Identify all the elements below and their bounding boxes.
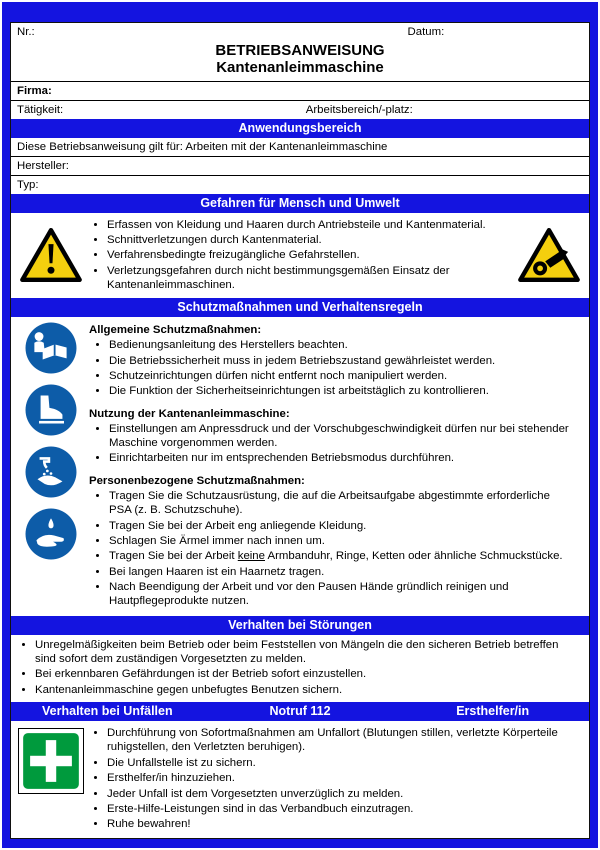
bullet-item: • Kantenanleimmaschine gegen unbefugtes Benutzen sichern.	[35, 683, 581, 697]
gefahren-left-icon-col	[15, 225, 87, 286]
bullet-item: • Bei langen Haaren ist ein Haarnetz tragen.	[109, 565, 571, 579]
warning-triangle-icon	[19, 227, 83, 286]
bullet-item: • Ersthelfer/in hinzuziehen.	[107, 771, 579, 785]
unfaelle-header-left: Verhalten bei Unfällen	[42, 704, 173, 719]
schutz-group-list	[89, 338, 577, 398]
safety-shoes-icon	[25, 384, 77, 439]
bullet-item: • Durchführung von Sofortmaßnahmen am Unfallort (Blutungen stillen, verletzte Körperteile ruhigstellen, den Verletzten beruhigen).	[107, 726, 579, 755]
firma-label: Firma:	[17, 84, 52, 97]
gefahren-section	[11, 213, 589, 299]
roller-entanglement-warning-icon	[517, 227, 581, 286]
footer-watermark: blog	[32, 806, 52, 818]
bullet-item: • Bedienungsanleitung des Herstellers beachten.	[109, 338, 571, 352]
gefahren-right-icon-col	[513, 225, 585, 286]
document-header	[11, 23, 589, 82]
unfaelle-icon-col	[15, 724, 87, 794]
schutz-group-allgemein	[89, 324, 577, 398]
hand-care-icon	[25, 508, 77, 563]
unfaelle-section	[11, 721, 589, 838]
schutz-text-col	[87, 320, 585, 612]
bullet-item: • Jeder Unfall ist dem Vorgesetzten unverzüglich zu melden.	[107, 787, 579, 801]
bullet-item: • Bei erkennbaren Gefährdungen ist der Betrieb sofort einzustellen.	[35, 667, 581, 681]
schutz-group-title: Personenbezogene Schutzmaßnahmen:	[89, 474, 305, 487]
header-meta-row	[17, 26, 583, 41]
schutz-section	[11, 317, 589, 615]
bullet-item: • Einrichtarbeiten nur im entsprechenden Betriebsmodus durchführen.	[109, 451, 571, 465]
section-header-gefahren: Gefahren für Mensch und Umwelt	[11, 194, 589, 213]
section-header-unfaelle	[11, 702, 589, 721]
bullet-item: • Tragen Sie die Schutzausrüstung, die auf die Arbeitsaufgabe abgestimmte erforderliche PSA (z. B. Schutzschuhe).	[109, 489, 571, 518]
bullet-item: • Schlagen Sie Ärmel immer nach innen um.	[109, 534, 571, 548]
schutz-group-title: Allgemeine Schutzmaßnahmen:	[89, 324, 262, 337]
stoerungen-list	[11, 638, 589, 698]
taetigkeit-label: Tätigkeit:	[17, 103, 64, 116]
ersthelfer-label: Ersthelfer/in	[456, 704, 530, 719]
section-header-schutz: Schutzmaßnahmen und Verhaltensregeln	[11, 298, 589, 317]
schutz-group-list	[89, 489, 577, 609]
bullet-item: • Nach Beendigung der Arbeit und vor den Pausen Hände gründlich reinigen und Hautpflegeprodukte nutzen.	[109, 580, 571, 609]
first-aid-cross-icon	[18, 728, 84, 794]
arbeitsbereich-label: Arbeitsbereich/-platz:	[305, 103, 413, 116]
section-header-stoerungen: Verhalten bei Störungen	[11, 616, 589, 635]
bullet-item: • Erfassen von Kleidung und Haaren durch Antriebsteile und Kantenmaterial.	[107, 218, 507, 232]
bullet-item: • Die Betriebssicherheit muss in jedem Betriebszustand gewährleistet werden.	[109, 354, 571, 368]
bullet-item: • Einstellungen am Anpressdruck und der Vorschubgeschwindigkeit dürfen nur bei stehender Maschine vorgenommen werden.	[109, 422, 571, 451]
title-line1: BETRIEBSANWEISUNG	[215, 42, 385, 59]
firma-row	[11, 82, 589, 101]
hersteller-row: Hersteller:	[11, 157, 589, 176]
taetigkeit-row	[11, 101, 589, 119]
notruf-112-label: Notruf 112	[269, 704, 331, 719]
gilt-fuer-row: Diese Betriebsanweisung gilt für: Arbeiten mit der Kantenanleimmaschine	[11, 138, 589, 157]
unfaelle-list	[87, 726, 585, 833]
bullet-item: • Schnittverletzungen durch Kantenmaterial.	[107, 233, 507, 247]
bullet-item: • Tragen Sie bei der Arbeit eng anliegende Kleidung.	[109, 519, 571, 533]
nr-label: Nr.:	[17, 26, 35, 38]
schutz-group-nutzung	[89, 408, 577, 466]
bullet-item: • Verletzungsgefahren durch nicht bestimmungsgemäßen Einsatz der Kantenanleimmaschinen.	[107, 264, 507, 293]
schutz-group-list	[89, 422, 577, 466]
wash-hands-icon	[25, 446, 77, 501]
bullet-item: • Erste-Hilfe-Leistungen sind in das Verbandbuch einzutragen.	[107, 802, 579, 816]
document-body	[10, 22, 590, 839]
schutz-group-personenbezogen	[89, 475, 577, 609]
page-title	[17, 42, 583, 77]
typ-row: Typ:	[17, 178, 39, 191]
bullet-item: • Die Funktion der Sicherheitseinrichtungen ist arbeitstäglich zu kontrollieren.	[109, 384, 571, 398]
schutz-group-title: Nutzung der Kantenanleimmaschine:	[89, 407, 290, 420]
schutz-icon-col	[15, 320, 87, 563]
read-instructions-icon	[25, 322, 77, 377]
bullet-item: • Unregelmäßigkeiten beim Betrieb oder beim Feststellen von Mängeln die den sicheren Betrieb betreffen sind sofort dem zuständigen Vorgesetzten zu melden.	[35, 638, 581, 667]
datum-label: Datum:	[407, 26, 445, 38]
title-line2: Kantenanleimmaschine	[216, 59, 384, 77]
gefahren-list	[87, 218, 513, 294]
bullet-item: • Ruhe bewahren!	[107, 817, 579, 831]
section-header-anwendungsbereich: Anwendungsbereich	[11, 119, 589, 138]
bullet-item: • Tragen Sie bei der Arbeit keine Armbanduhr, Ringe, Ketten oder ähnliche Schmuckstücke.	[109, 549, 571, 563]
bullet-item: • Verfahrensbedingte freizugängliche Gefahrstellen.	[107, 248, 507, 262]
bullet-item: • Die Unfallstelle ist zu sichern.	[107, 756, 579, 770]
bullet-item: • Schutzeinrichtungen dürfen nicht entfernt noch manipuliert werden.	[109, 369, 571, 383]
